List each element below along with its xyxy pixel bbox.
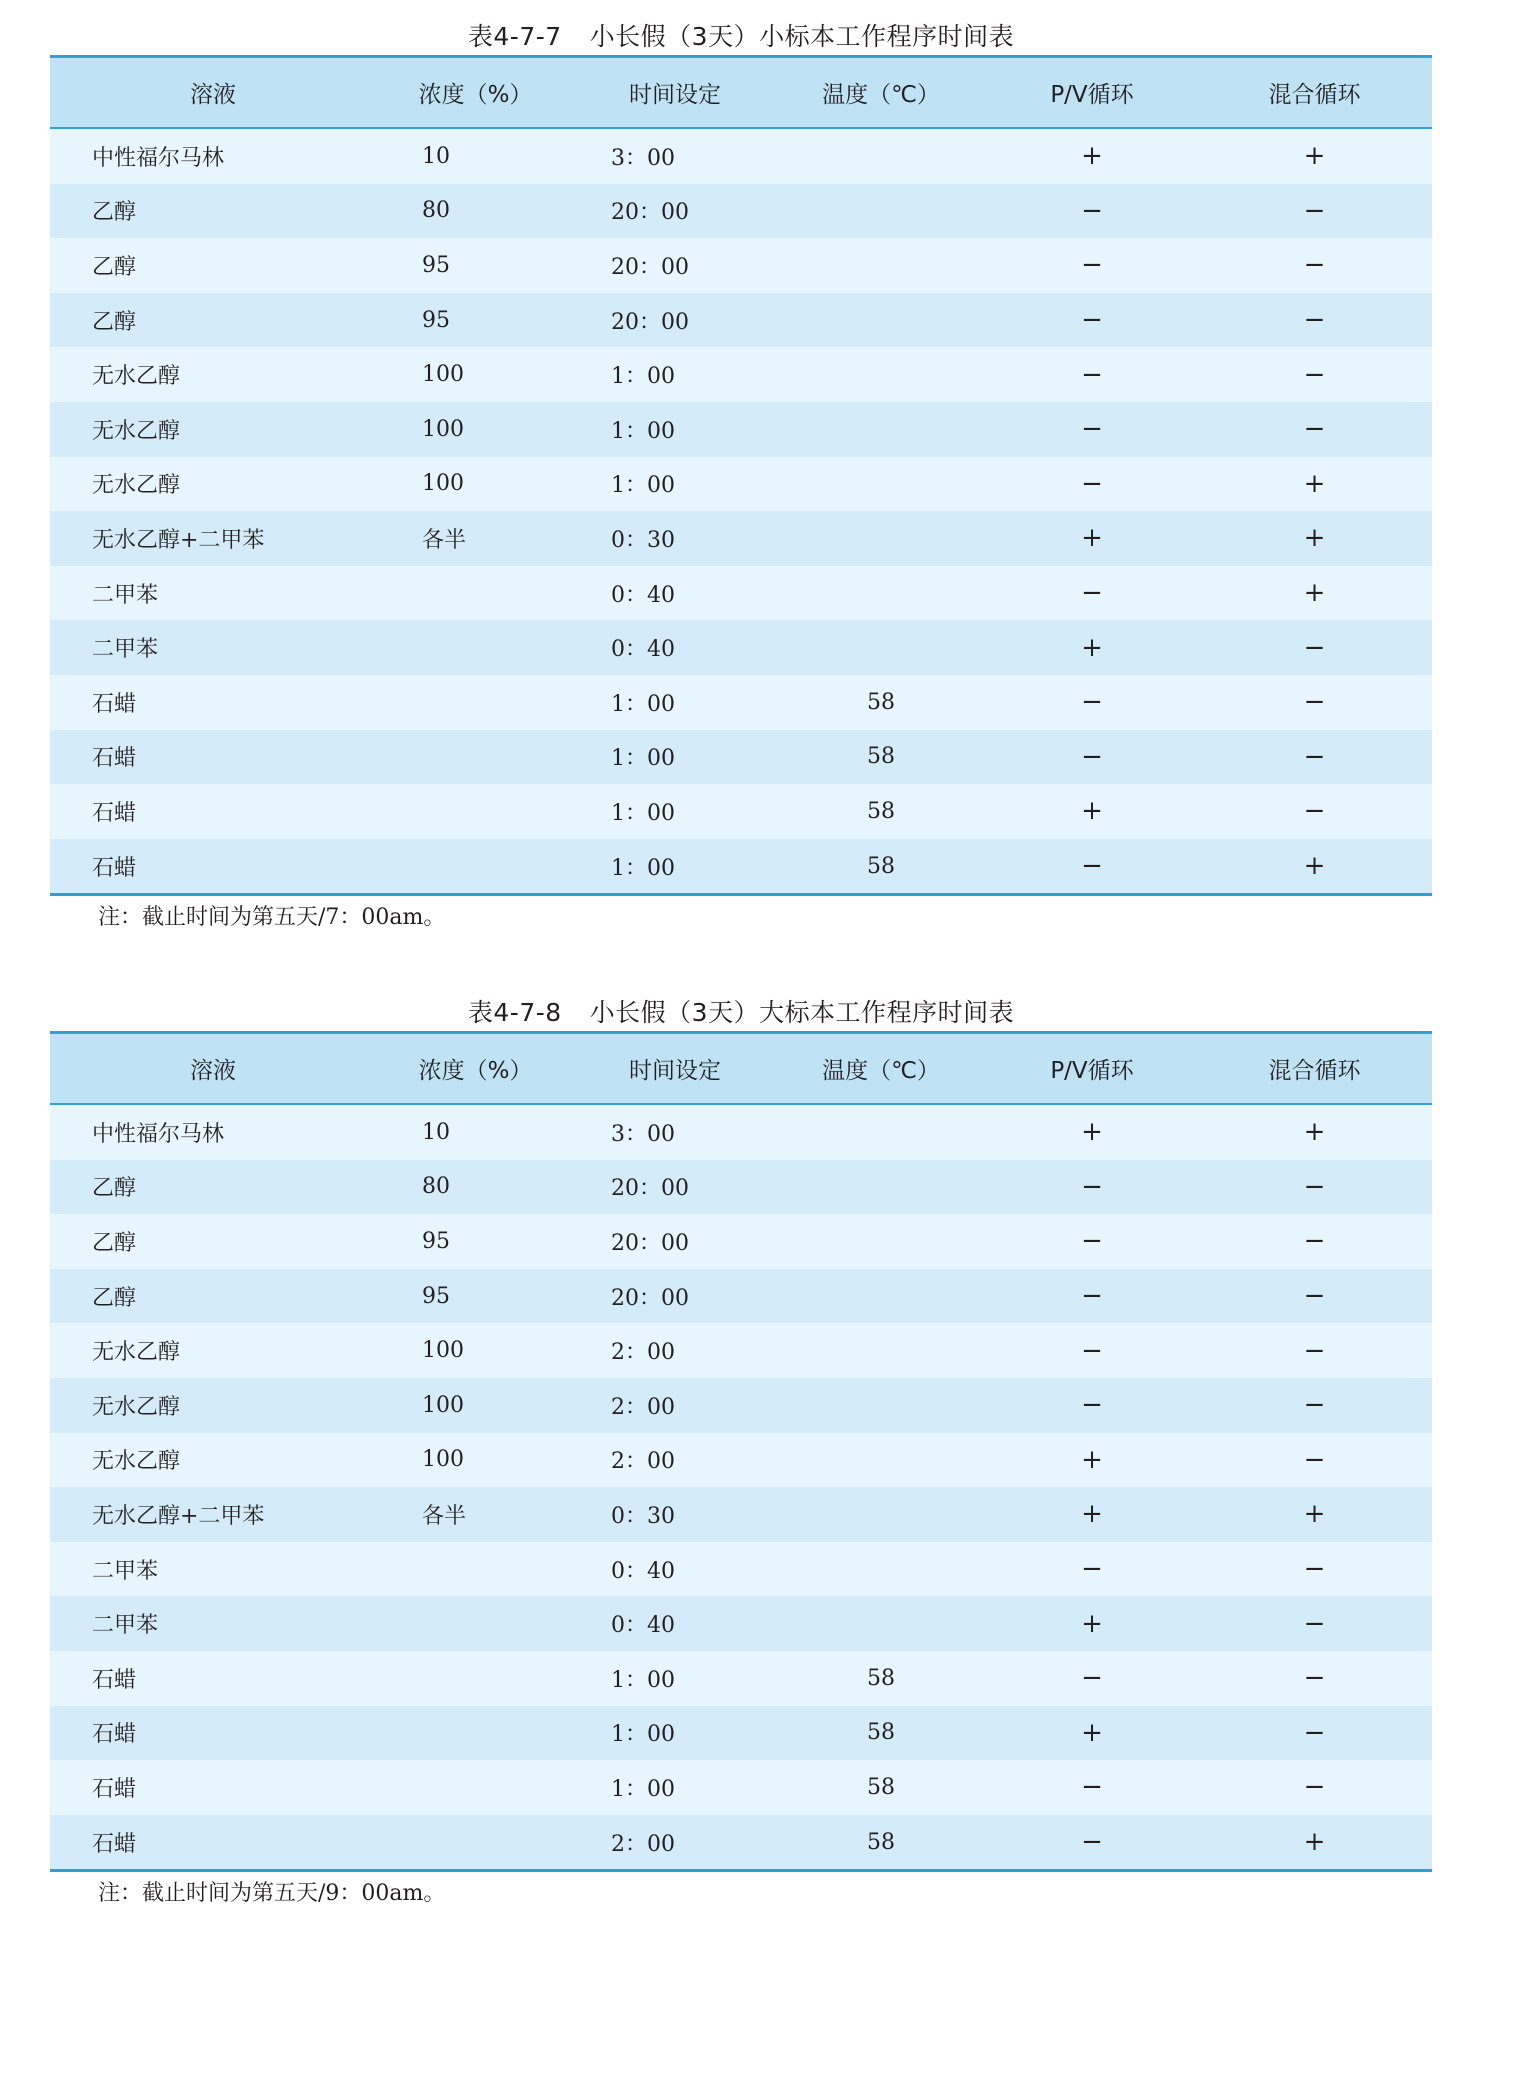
cell-temperature (775, 1323, 987, 1378)
cell-time-setting: 2：00 (575, 1815, 775, 1871)
cell-pv-cycle: − (987, 675, 1197, 730)
cell-mix-cycle: − (1197, 1160, 1432, 1215)
cell-mix-cycle: + (1197, 839, 1432, 895)
table-row (50, 1760, 1432, 1815)
header-concentration: 浓度（%） (376, 57, 575, 129)
cell-time-setting: 0：40 (575, 620, 775, 675)
cell-time-setting: 2：00 (575, 1378, 775, 1433)
cell-time-setting: 0：30 (575, 1487, 775, 1542)
cell-concentration (376, 1815, 575, 1871)
cell-time-setting: 0：40 (575, 566, 775, 621)
cell-mix-cycle: + (1197, 128, 1432, 184)
cell-concentration: 80 (376, 1160, 575, 1215)
cell-solution: 石蜡 (50, 1651, 376, 1706)
cell-mix-cycle: − (1197, 1269, 1432, 1324)
cell-pv-cycle: − (987, 1651, 1197, 1706)
header-solution: 溶液 (50, 1033, 376, 1105)
cell-pv-cycle: − (987, 839, 1197, 895)
table-row (50, 1323, 1432, 1378)
cell-time-setting: 20：00 (575, 1214, 775, 1269)
cell-time-setting: 1：00 (575, 1651, 775, 1706)
table-row (50, 184, 1432, 239)
table-row (50, 1433, 1432, 1488)
cell-concentration: 95 (376, 1214, 575, 1269)
table-title: 小长假（3天）小标本工作程序时间表 (589, 22, 1015, 51)
cell-time-setting: 1：00 (575, 402, 775, 457)
cell-pv-cycle: − (987, 184, 1197, 239)
cell-temperature (775, 1596, 987, 1651)
cell-time-setting: 1：00 (575, 457, 775, 512)
cell-concentration (376, 839, 575, 895)
cell-temperature: 58 (775, 1651, 987, 1706)
header-mix-cycle: 混合循环 (1197, 1033, 1432, 1105)
cell-time-setting: 3：00 (575, 1104, 775, 1160)
cell-solution: 二甲苯 (50, 1542, 376, 1597)
cell-solution: 二甲苯 (50, 1596, 376, 1651)
cell-mix-cycle: + (1197, 1487, 1432, 1542)
cell-pv-cycle: − (987, 1542, 1197, 1597)
cell-temperature (775, 293, 987, 348)
cell-temperature: 58 (775, 1760, 987, 1815)
table-row (50, 1378, 1432, 1433)
table-caption (50, 994, 1432, 1031)
cell-mix-cycle: − (1197, 1651, 1432, 1706)
cell-concentration: 80 (376, 184, 575, 239)
cell-pv-cycle: − (987, 1323, 1197, 1378)
cell-solution: 乙醇 (50, 1269, 376, 1324)
cell-concentration (376, 566, 575, 621)
cell-time-setting: 1：00 (575, 730, 775, 785)
cell-pv-cycle: − (987, 347, 1197, 402)
table-body (50, 1104, 1432, 1871)
cell-mix-cycle: − (1197, 1760, 1432, 1815)
schedule-table-large-specimen (50, 1031, 1432, 1872)
table-row (50, 1542, 1432, 1597)
cell-concentration: 95 (376, 1269, 575, 1324)
cell-pv-cycle: + (987, 1596, 1197, 1651)
header-solution: 溶液 (50, 57, 376, 129)
cell-solution: 无水乙醇 (50, 402, 376, 457)
table-row (50, 1269, 1432, 1324)
cell-solution: 乙醇 (50, 184, 376, 239)
cell-time-setting: 1：00 (575, 784, 775, 839)
cell-mix-cycle: − (1197, 730, 1432, 785)
cell-solution: 中性福尔马林 (50, 1104, 376, 1160)
cell-time-setting: 0：40 (575, 1542, 775, 1597)
cell-time-setting: 20：00 (575, 238, 775, 293)
table-row (50, 1651, 1432, 1706)
cell-mix-cycle: − (1197, 1706, 1432, 1761)
cell-temperature (775, 566, 987, 621)
table-row (50, 1596, 1432, 1651)
cell-pv-cycle: + (987, 620, 1197, 675)
cell-time-setting: 0：30 (575, 511, 775, 566)
cell-time-setting: 2：00 (575, 1433, 775, 1488)
cell-temperature (775, 347, 987, 402)
cell-solution: 无水乙醇 (50, 347, 376, 402)
cell-temperature (775, 402, 987, 457)
cell-mix-cycle: − (1197, 402, 1432, 457)
cell-solution: 无水乙醇 (50, 1378, 376, 1433)
cell-temperature: 58 (775, 1815, 987, 1871)
cell-mix-cycle: + (1197, 566, 1432, 621)
cell-mix-cycle: + (1197, 511, 1432, 566)
cell-mix-cycle: + (1197, 457, 1432, 512)
table-note: 注：截止时间为第五天/9：00am。 (98, 1881, 446, 1907)
cell-temperature (775, 1487, 987, 1542)
cell-concentration (376, 1542, 575, 1597)
cell-concentration: 95 (376, 293, 575, 348)
cell-temperature (775, 457, 987, 512)
cell-temperature: 58 (775, 1706, 987, 1761)
cell-concentration: 10 (376, 1104, 575, 1160)
cell-solution: 中性福尔马林 (50, 128, 376, 184)
cell-mix-cycle: − (1197, 347, 1432, 402)
table-number: 表4-7-8 (467, 998, 562, 1027)
cell-temperature (775, 1433, 987, 1488)
cell-solution: 乙醇 (50, 238, 376, 293)
cell-time-setting: 1：00 (575, 675, 775, 730)
cell-mix-cycle: − (1197, 238, 1432, 293)
cell-mix-cycle: − (1197, 1323, 1432, 1378)
table-row (50, 675, 1432, 730)
cell-solution: 无水乙醇+二甲苯 (50, 1487, 376, 1542)
cell-concentration: 100 (376, 1433, 575, 1488)
cell-time-setting: 1：00 (575, 347, 775, 402)
cell-time-setting: 20：00 (575, 184, 775, 239)
cell-mix-cycle: − (1197, 293, 1432, 348)
cell-time-setting: 20：00 (575, 1160, 775, 1215)
cell-temperature (775, 128, 987, 184)
cell-solution: 无水乙醇 (50, 1323, 376, 1378)
cell-solution: 无水乙醇+二甲苯 (50, 511, 376, 566)
cell-temperature (775, 238, 987, 293)
table-row (50, 128, 1432, 184)
table-row (50, 457, 1432, 512)
table-section-small-specimen (50, 18, 1432, 940)
header-concentration: 浓度（%） (376, 1033, 575, 1105)
cell-temperature: 58 (775, 839, 987, 895)
cell-solution: 石蜡 (50, 1706, 376, 1761)
cell-solution: 乙醇 (50, 1214, 376, 1269)
cell-solution: 石蜡 (50, 839, 376, 895)
cell-pv-cycle: − (987, 402, 1197, 457)
cell-temperature (775, 1214, 987, 1269)
cell-temperature: 58 (775, 730, 987, 785)
cell-concentration (376, 1596, 575, 1651)
cell-concentration (376, 1760, 575, 1815)
cell-pv-cycle: − (987, 1214, 1197, 1269)
cell-solution: 二甲苯 (50, 620, 376, 675)
cell-pv-cycle: + (987, 784, 1197, 839)
cell-mix-cycle: − (1197, 1433, 1432, 1488)
cell-solution: 乙醇 (50, 293, 376, 348)
table-row (50, 1160, 1432, 1215)
table-row (50, 511, 1432, 566)
table-row (50, 839, 1432, 895)
table-caption (50, 18, 1432, 55)
cell-solution: 无水乙醇 (50, 1433, 376, 1488)
table-section-large-specimen (50, 994, 1432, 1916)
cell-time-setting: 20：00 (575, 293, 775, 348)
schedule-table-small-specimen (50, 55, 1432, 896)
cell-temperature: 58 (775, 784, 987, 839)
table-row (50, 1706, 1432, 1761)
cell-pv-cycle: + (987, 1706, 1197, 1761)
cell-temperature (775, 1542, 987, 1597)
cell-solution: 石蜡 (50, 675, 376, 730)
cell-time-setting: 1：00 (575, 839, 775, 895)
header-temperature: 温度（℃） (775, 57, 987, 129)
cell-concentration: 95 (376, 238, 575, 293)
cell-solution: 石蜡 (50, 730, 376, 785)
cell-mix-cycle: − (1197, 1542, 1432, 1597)
table-row (50, 238, 1432, 293)
header-pv-cycle: P/V循环 (987, 57, 1197, 129)
cell-concentration: 100 (376, 1323, 575, 1378)
cell-pv-cycle: + (987, 1104, 1197, 1160)
cell-mix-cycle: − (1197, 1596, 1432, 1651)
table-row (50, 620, 1432, 675)
cell-temperature (775, 1160, 987, 1215)
cell-pv-cycle: − (987, 238, 1197, 293)
table-row (50, 1214, 1432, 1269)
table-row (50, 566, 1432, 621)
table-title: 小长假（3天）大标本工作程序时间表 (589, 998, 1015, 1027)
header-row (50, 1033, 1432, 1105)
cell-time-setting: 1：00 (575, 1760, 775, 1815)
cell-time-setting: 3：00 (575, 128, 775, 184)
cell-pv-cycle: − (987, 730, 1197, 785)
cell-time-setting: 2：00 (575, 1323, 775, 1378)
cell-concentration: 10 (376, 128, 575, 184)
cell-mix-cycle: + (1197, 1104, 1432, 1160)
header-time-setting: 时间设定 (575, 1033, 775, 1105)
cell-solution: 石蜡 (50, 1815, 376, 1871)
cell-temperature (775, 620, 987, 675)
table-row (50, 347, 1432, 402)
cell-time-setting: 20：00 (575, 1269, 775, 1324)
cell-time-setting: 1：00 (575, 1706, 775, 1761)
cell-pv-cycle: + (987, 1487, 1197, 1542)
cell-pv-cycle: − (987, 457, 1197, 512)
cell-pv-cycle: − (987, 1160, 1197, 1215)
table-note: 注：截止时间为第五天/7：00am。 (98, 905, 446, 931)
cell-concentration (376, 620, 575, 675)
cell-pv-cycle: − (987, 566, 1197, 621)
cell-pv-cycle: − (987, 293, 1197, 348)
cell-mix-cycle: + (1197, 1815, 1432, 1871)
cell-mix-cycle: − (1197, 1378, 1432, 1433)
table-row (50, 784, 1432, 839)
cell-solution: 石蜡 (50, 784, 376, 839)
table-row (50, 1815, 1432, 1871)
header-temperature: 温度（℃） (775, 1033, 987, 1105)
cell-temperature (775, 1269, 987, 1324)
cell-concentration (376, 784, 575, 839)
cell-temperature (775, 184, 987, 239)
cell-concentration (376, 1706, 575, 1761)
table-row (50, 1104, 1432, 1160)
table-row (50, 293, 1432, 348)
cell-solution: 二甲苯 (50, 566, 376, 621)
cell-temperature (775, 1104, 987, 1160)
table-row (50, 402, 1432, 457)
cell-pv-cycle: + (987, 511, 1197, 566)
cell-pv-cycle: − (987, 1269, 1197, 1324)
cell-mix-cycle: − (1197, 1214, 1432, 1269)
cell-concentration: 100 (376, 457, 575, 512)
cell-concentration: 100 (376, 1378, 575, 1433)
cell-mix-cycle: − (1197, 620, 1432, 675)
cell-mix-cycle: − (1197, 184, 1432, 239)
table-row (50, 1487, 1432, 1542)
cell-concentration (376, 675, 575, 730)
cell-solution: 无水乙醇 (50, 457, 376, 512)
cell-mix-cycle: − (1197, 784, 1432, 839)
cell-concentration: 各半 (376, 1487, 575, 1542)
cell-concentration: 各半 (376, 511, 575, 566)
header-time-setting: 时间设定 (575, 57, 775, 129)
cell-time-setting: 0：40 (575, 1596, 775, 1651)
cell-pv-cycle: − (987, 1760, 1197, 1815)
cell-concentration (376, 1651, 575, 1706)
header-mix-cycle: 混合循环 (1197, 57, 1432, 129)
cell-concentration (376, 730, 575, 785)
cell-temperature (775, 1378, 987, 1433)
cell-pv-cycle: + (987, 128, 1197, 184)
header-row (50, 57, 1432, 129)
cell-solution: 乙醇 (50, 1160, 376, 1215)
cell-mix-cycle: − (1197, 675, 1432, 730)
cell-concentration: 100 (376, 402, 575, 457)
cell-temperature (775, 511, 987, 566)
header-pv-cycle: P/V循环 (987, 1033, 1197, 1105)
cell-pv-cycle: + (987, 1433, 1197, 1488)
table-row (50, 730, 1432, 785)
cell-concentration: 100 (376, 347, 575, 402)
cell-pv-cycle: − (987, 1815, 1197, 1871)
cell-temperature: 58 (775, 675, 987, 730)
table-number: 表4-7-7 (467, 22, 562, 51)
cell-pv-cycle: − (987, 1378, 1197, 1433)
table-body (50, 128, 1432, 895)
cell-solution: 石蜡 (50, 1760, 376, 1815)
